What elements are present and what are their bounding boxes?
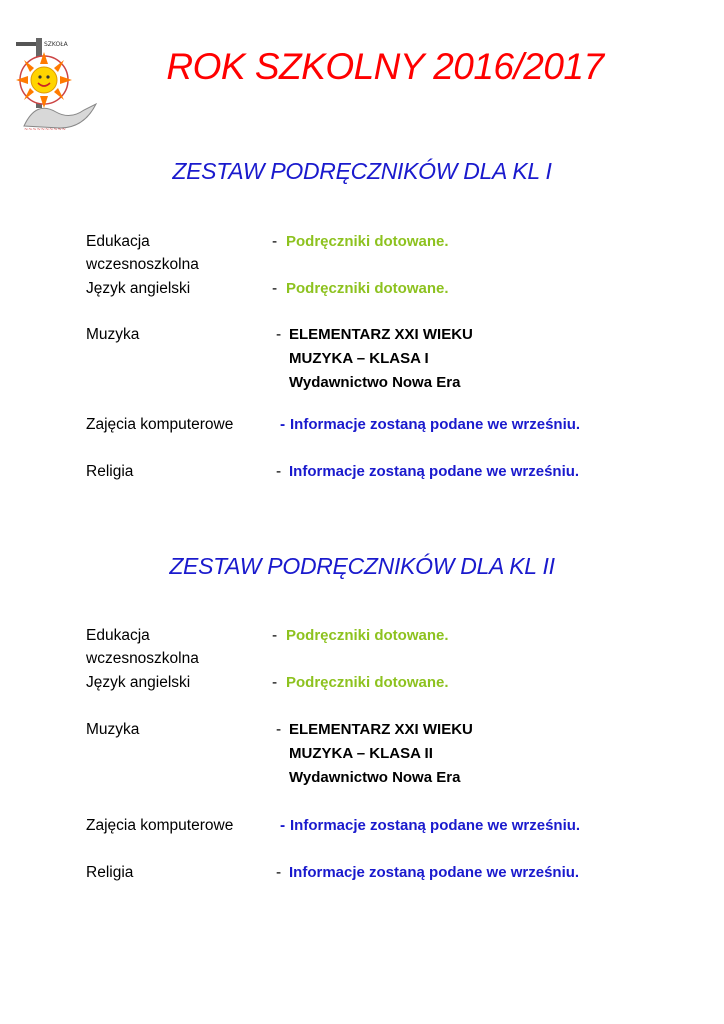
subject-value-line: ELEMENTARZ XXI WIEKU — [289, 326, 473, 343]
dash-separator: - — [272, 233, 278, 250]
subject-label: Zajęcia komputerowe — [86, 817, 234, 834]
dash-separator: - — [280, 416, 286, 433]
subject-label: Język angielski — [86, 280, 191, 297]
subject-value-line: Wydawnictwo Nowa Era — [289, 374, 461, 391]
dash-separator: - — [276, 864, 282, 881]
dash-separator: - — [276, 326, 282, 343]
subject-label: Religia — [86, 864, 134, 881]
subject-value: Informacje zostaną podane we wrześniu. — [289, 864, 580, 881]
section-heading-kl-1: ZESTAW PODRĘCZNIKÓW DLA KL I — [172, 158, 552, 184]
school-sun-emblem-icon — [14, 30, 98, 134]
subject-label: Muzyka — [86, 326, 140, 343]
section-heading-kl-2: ZESTAW PODRĘCZNIKÓW DLA KL II — [169, 553, 555, 579]
svg-text:SZKOŁA: SZKOŁA — [44, 41, 68, 48]
subject-label: Muzyka — [86, 721, 140, 738]
subject-label: Edukacja wczesnoszkolna — [86, 233, 199, 273]
subject-value-line: ELEMENTARZ XXI WIEKU — [289, 721, 473, 738]
subject-value: Informacje zostaną podane we wrześniu. — [289, 463, 580, 480]
page-title: ROK SZKOLNY 2016/2017 — [166, 46, 604, 87]
subject-value: Informacje zostaną podane we wrześniu. — [290, 416, 581, 433]
subject-value-line: Wydawnictwo Nowa Era — [289, 769, 461, 786]
dash-separator: - — [276, 463, 282, 480]
subject-value: Podręczniki dotowane. — [286, 674, 449, 691]
dash-separator: - — [276, 721, 282, 738]
dash-separator: - — [280, 817, 286, 834]
subject-label: Edukacja wczesnoszkolna — [86, 627, 199, 667]
dash-separator: - — [272, 674, 278, 691]
dash-separator: - — [272, 280, 278, 297]
subject-label: Zajęcia komputerowe — [86, 416, 234, 433]
subject-value: Podręczniki dotowane. — [286, 627, 449, 644]
subject-label: Religia — [86, 463, 134, 480]
svg-text:~~~~~~~~~~: ~~~~~~~~~~ — [24, 127, 66, 133]
subject-value: Podręczniki dotowane. — [286, 233, 449, 250]
dash-separator: - — [272, 627, 278, 644]
subject-value-line: MUZYKA – KLASA II — [289, 745, 433, 762]
subject-value: Informacje zostaną podane we wrześniu. — [290, 817, 581, 834]
subject-value: Podręczniki dotowane. — [286, 280, 449, 297]
subject-label: Język angielski — [86, 674, 191, 691]
subject-value-line: MUZYKA – KLASA I — [289, 350, 429, 367]
